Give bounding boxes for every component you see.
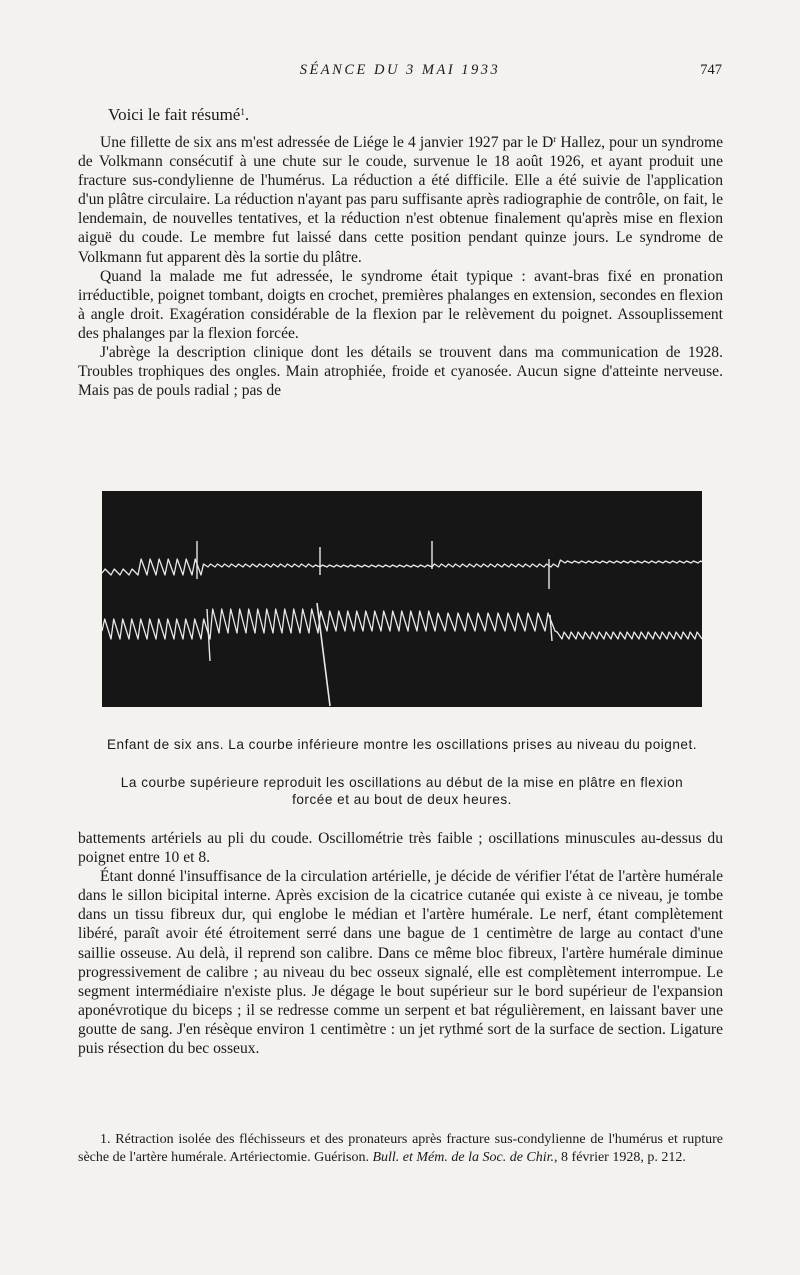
- oscillogram-traces: [102, 491, 702, 707]
- paragraph: Une fillette de six ans m'est adressée de Liége le 4 janvier 1927 par le $D^r$ Hallez, pour un syndrome de Volkmann consécutif à une chute sur le coude, survenue le 18 août 1926, et ayant produit une fracture sus-condylienne de l'humérus. La réduction a été difficile. Elle a été suivie de l'application d'un plâtre circulaire. La réduction n'ayant pas paru suffisante après radiographie de contrôle, on fait, le lendemain, de nouvelles tentatives, et la réduction n'est obtenue finalement qu'après mise en flexion aiguë du coude. Le membre fut laissé dans cette position pendant quinze jours. Le syndrome de Volkmann fut apparent dès la sortie du plâtre.: [78, 134, 724, 266]
- body-text-bottom: [78, 829, 723, 1058]
- running-head-title: SÉANCE DU 3 MAI 1933: [299, 62, 501, 78]
- paragraph: J'abrège la description clinique dont les détails se trouvent dans ma communication de 1928. Troubles trophiques des ongles. Main atrophiée, froide et cyanosée. Aucun signe d'atteinte nerveuse. Mais pas de pouls radial ; pas de: [78, 344, 723, 400]
- body-text-top: [78, 133, 723, 400]
- paragraph: battements artériels au pli du coude. Oscillométrie très faible ; oscillations minuscules au-dessus du poignet entre 10 et 8.: [78, 830, 723, 867]
- page-number: 747: [700, 62, 722, 78]
- footnote-ref[interactable]: 1: [240, 107, 245, 117]
- oscillogram-figure: [102, 491, 702, 707]
- intro-text: Voici le fait résumé: [108, 105, 241, 124]
- footnote-source-title: Bull. et Mém. de la Soc. de Chir.: [372, 1149, 555, 1165]
- footnote-number: 1.: [100, 1132, 111, 1147]
- footnote-text: Rétraction isolée des fléchisseurs et des pronateurs après fracture sus-condylienne de l'humérus et rupture sèche de l'artère humérale. Artériectomie. Guérison.: [78, 1132, 724, 1165]
- paragraph: Étant donné l'insuffisance de la circulation artérielle, je décide de vérifier l'état de l'artère humérale dans le sillon bicipital interne. Après excision de la cicatrice cutanée qui existe à ce niveau, je tombe dans un tissu fibreux dur, qui englobe le médian et l'artère humérale. Le nerf, étant complètement libéré, paraît avoir été étroitement serré dans une bague de 1 centimètre de large au contact d'une saillie osseuse. Au delà, il reprend son calibre. Dans ce même bloc fibreux, l'artère humérale diminue progressivement de calibre ; au niveau du bec osseux signalé, elle est complètement interrompue. Le segment intermédiaire n'existe plus. Je dégage le bout supérieur sur le bord supérieur de l'expansion aponévrotique du biceps ; il se redresse comme un serpent et bat régulièrement, en laissant baver une goutte de sang. J'en résèque environ 1 centimètre : un jet rythmé sort de la surface de section. Ligature puis résection du bec osseux.: [78, 868, 723, 1058]
- intro-line: Voici le fait résumé$^1$.: [108, 105, 250, 124]
- figure-caption-2: La courbe supérieure reproduit les oscillations au début de la mise en plâtre en flexion forcée et au bout de deux heures.: [120, 775, 684, 807]
- paragraph: Quand la malade me fut adressée, le syndrome était typique : avant-bras fixé en pronation irréductible, poignet tombant, doigts en crochet, premières phalanges en extension, secondes en flexion à angle droit. Exagération considérable de la flexion par le relèvement du poignet. Assouplissement des phalanges par la flexion forcée.: [78, 267, 723, 342]
- superscript: r: [553, 134, 557, 144]
- figure-caption-1: Enfant de six ans. La courbe inférieure montre les oscillations prises au niveau du poignet.: [106, 737, 698, 752]
- footnote-source-rest: , 8 février 1928, p. 212.: [554, 1149, 686, 1165]
- footnote: [78, 1131, 723, 1166]
- running-head: [78, 62, 722, 82]
